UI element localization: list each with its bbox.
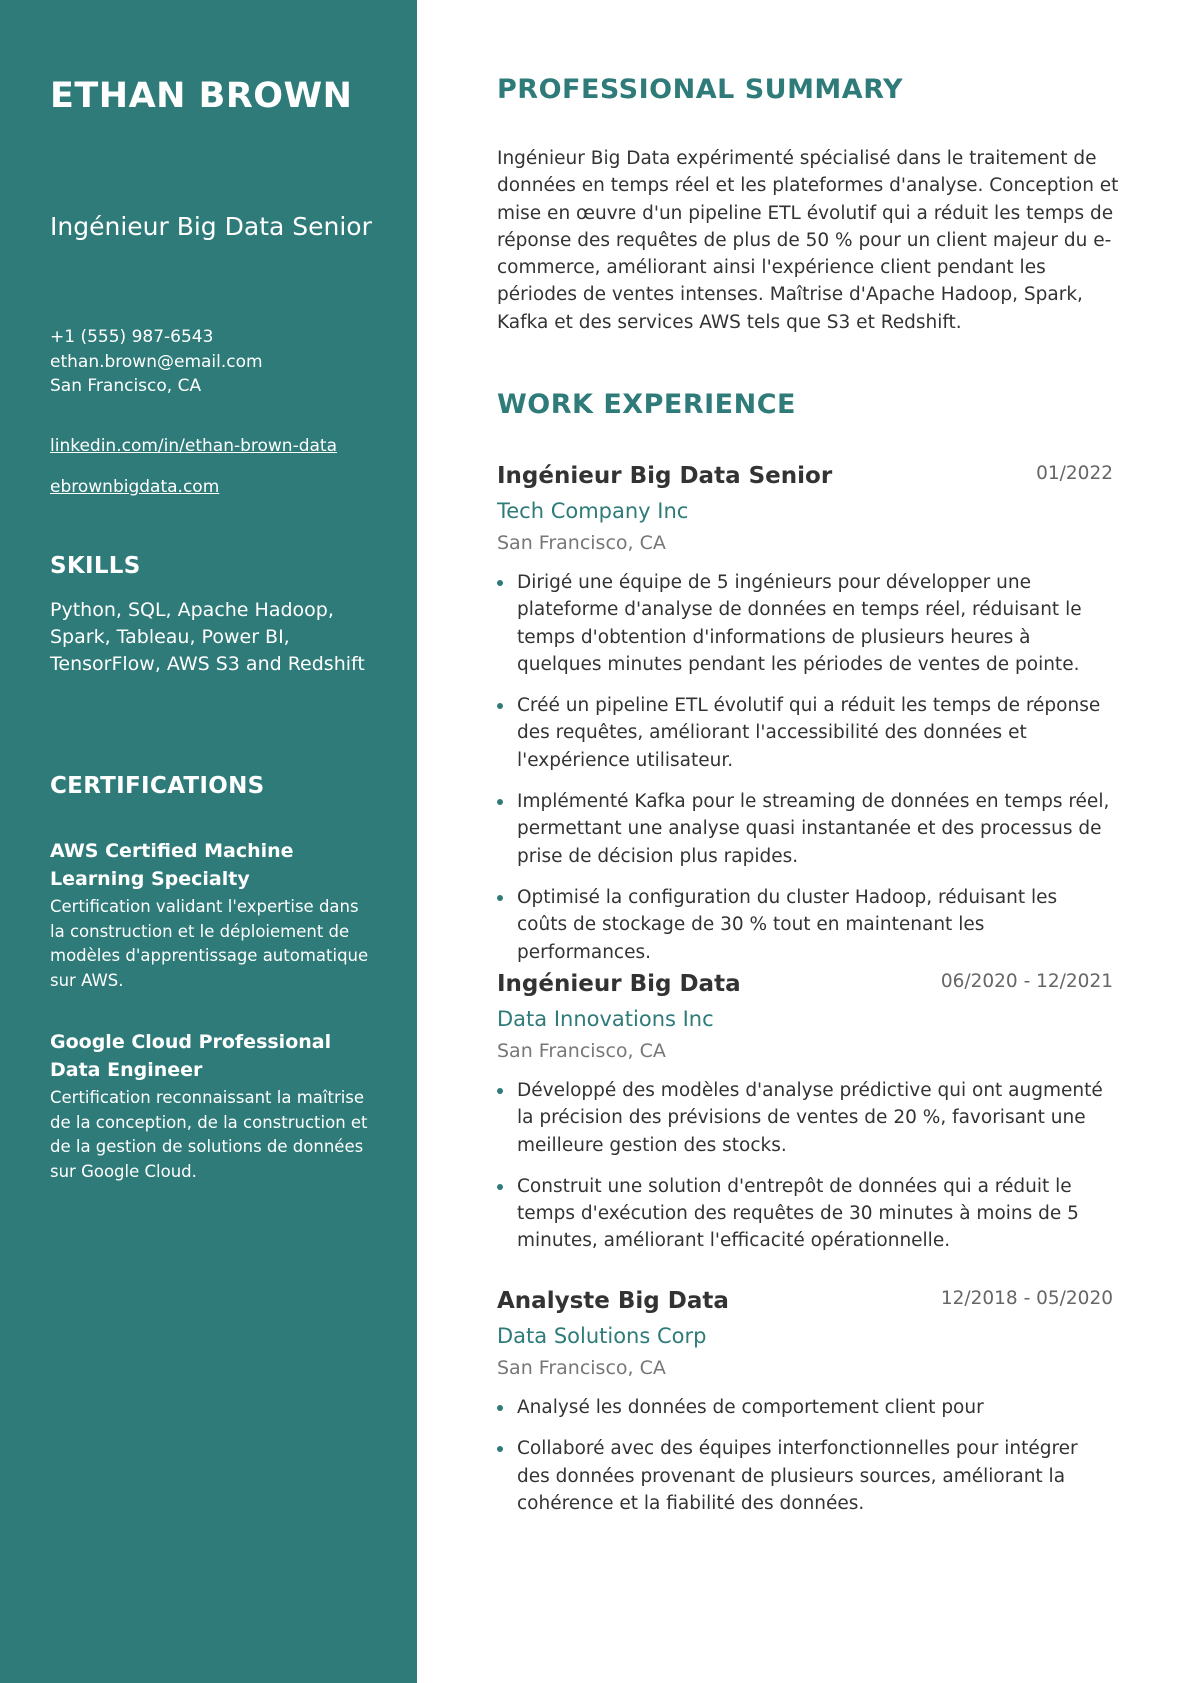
certification-description: Certification reconnaissant la maîtrise de la conception, de la construction et de la gestion de solutions de données sur Google Cloud.	[50, 1088, 368, 1181]
job-title: Ingénieur Big Data Senior	[50, 212, 372, 241]
bullet-item	[497, 692, 1113, 774]
certification-item	[50, 1029, 370, 1184]
phone-number: +1 (555) 987-6543	[50, 327, 214, 347]
company-name: Tech Company Inc	[497, 499, 689, 523]
bullet-text: Collaboré avec des équipes interfonctionnelles pour intégrer des données provenant de plusieurs sources, améliorant la cohérence et la fiabilité des données.	[517, 1438, 1078, 1514]
job-location: San Francisco, CA	[497, 532, 666, 554]
bullet-item	[497, 1173, 1113, 1255]
location: San Francisco, CA	[50, 376, 202, 396]
job-location: San Francisco, CA	[497, 1040, 666, 1062]
bullet-item	[497, 1077, 1113, 1159]
certification-name: AWS Certified Machine Learning Specialty	[50, 840, 294, 890]
summary-text: Ingénieur Big Data expérimenté spécialisé dans le traitement de données en temps réel et les plateformes d'analyse. Conception et mise en œuvre d'un pipeline ETL évolutif qui a réduit les temps de réponse des requêtes de plus de 50 % pour un client majeur du e-commerce, améliorant ainsi l'expérience client pendant les périodes de ventes intenses. Maîtrise d'Apache Hadoop, Spark, Kafka et des services AWS tels que S3 et Redshift.	[497, 148, 1119, 333]
email-address: ethan.brown@email.com	[50, 351, 263, 372]
certification-item	[50, 838, 370, 993]
bullet-item	[497, 1435, 1113, 1517]
bullet-text: Analysé les données de comportement client pour	[517, 1397, 984, 1418]
bullet-text: Dirigé une équipe de 5 ingénieurs pour développer une plateforme d'analyse de données en temps réel, réduisant le temps d'obtention d'informations de plusieurs heures à quelques minutes pendant les périodes de ventes de pointe.	[517, 572, 1082, 675]
company-name: Data Solutions Corp	[497, 1324, 707, 1348]
company-name: Data Innovations Inc	[497, 1007, 714, 1031]
bullet-item	[497, 569, 1113, 678]
bullet-text: Créé un pipeline ETL évolutif qui a réduit les temps de réponse des requêtes, améliorant l'accessibilité des données et l'expérience utilisateur.	[517, 695, 1101, 771]
job-entry	[497, 966, 1113, 1269]
job-dates: 01/2022	[1036, 463, 1113, 484]
contact-info	[50, 325, 263, 399]
job-entry	[497, 1283, 1113, 1531]
job-entry-title: Analyste Big Data	[497, 1288, 729, 1314]
job-entry-title: Ingénieur Big Data Senior	[497, 463, 833, 489]
bullet-dot	[497, 1184, 503, 1190]
bullet-dot	[497, 799, 503, 805]
bullet-text: Optimisé la configuration du cluster Hadoop, réduisant les coûts de stockage de 30 % tout en maintenant les performances.	[517, 886, 1058, 963]
certifications-heading: CERTIFICATIONS	[50, 773, 265, 799]
job-bullets	[497, 1077, 1113, 1255]
job-bullets	[497, 1394, 1113, 1517]
bullet-text: Implémenté Kafka pour le streaming de données en temps réel, permettant une analyse quasi instantanée et des processus de prise de décision plus rapides.	[517, 791, 1110, 867]
bullet-item	[497, 1394, 1113, 1421]
bullet-dot	[497, 895, 503, 901]
bullet-text: Construit une solution d'entrepôt de données qui a réduit le temps d'exécution des requêtes de 30 minutes à moins de 5 minutes, améliorant l'efficacité opérationnelle.	[517, 1175, 1079, 1252]
bullet-dot	[497, 580, 503, 586]
bullet-dot	[497, 703, 503, 709]
bullet-item	[497, 884, 1113, 966]
job-entry-title: Ingénieur Big Data	[497, 971, 741, 997]
summary-heading: PROFESSIONAL SUMMARY	[497, 74, 904, 105]
skills-heading: SKILLS	[50, 553, 141, 579]
bullet-item	[497, 788, 1113, 870]
job-bullets	[497, 569, 1113, 966]
certification-description: Certification validant l'expertise dans la construction et le déploiement de modèles d'apprentissage automatique sur AWS.	[50, 897, 369, 990]
job-dates: 06/2020 - 12/2021	[940, 971, 1113, 992]
bullet-dot	[497, 1446, 503, 1452]
bullet-text: Développé des modèles d'analyse prédictive qui ont augmenté la précision des prévisions de ventes de 20 %, favorisant une meilleure gestion des stocks.	[517, 1080, 1103, 1156]
skills-list: Python, SQL, Apache Hadoop, Spark, Tableau, Power BI, TensorFlow, AWS S3 and Redshift	[50, 599, 365, 675]
job-dates: 12/2018 - 05/2020	[940, 1288, 1113, 1309]
main-content	[497, 0, 1119, 1683]
job-location: San Francisco, CA	[497, 1357, 666, 1379]
job-entry	[497, 458, 1113, 980]
linkedin-link[interactable]: linkedin.com/in/ethan-brown-data	[50, 436, 338, 456]
website-link[interactable]: ebrownbigdata.com	[50, 477, 220, 497]
bullet-dot	[497, 1088, 503, 1094]
experience-heading: WORK EXPERIENCE	[497, 389, 796, 420]
certification-name: Google Cloud Professional Data Engineer	[50, 1031, 332, 1081]
bullet-dot	[497, 1405, 503, 1411]
sidebar	[0, 0, 417, 1683]
candidate-name: ETHAN BROWN	[50, 76, 353, 116]
